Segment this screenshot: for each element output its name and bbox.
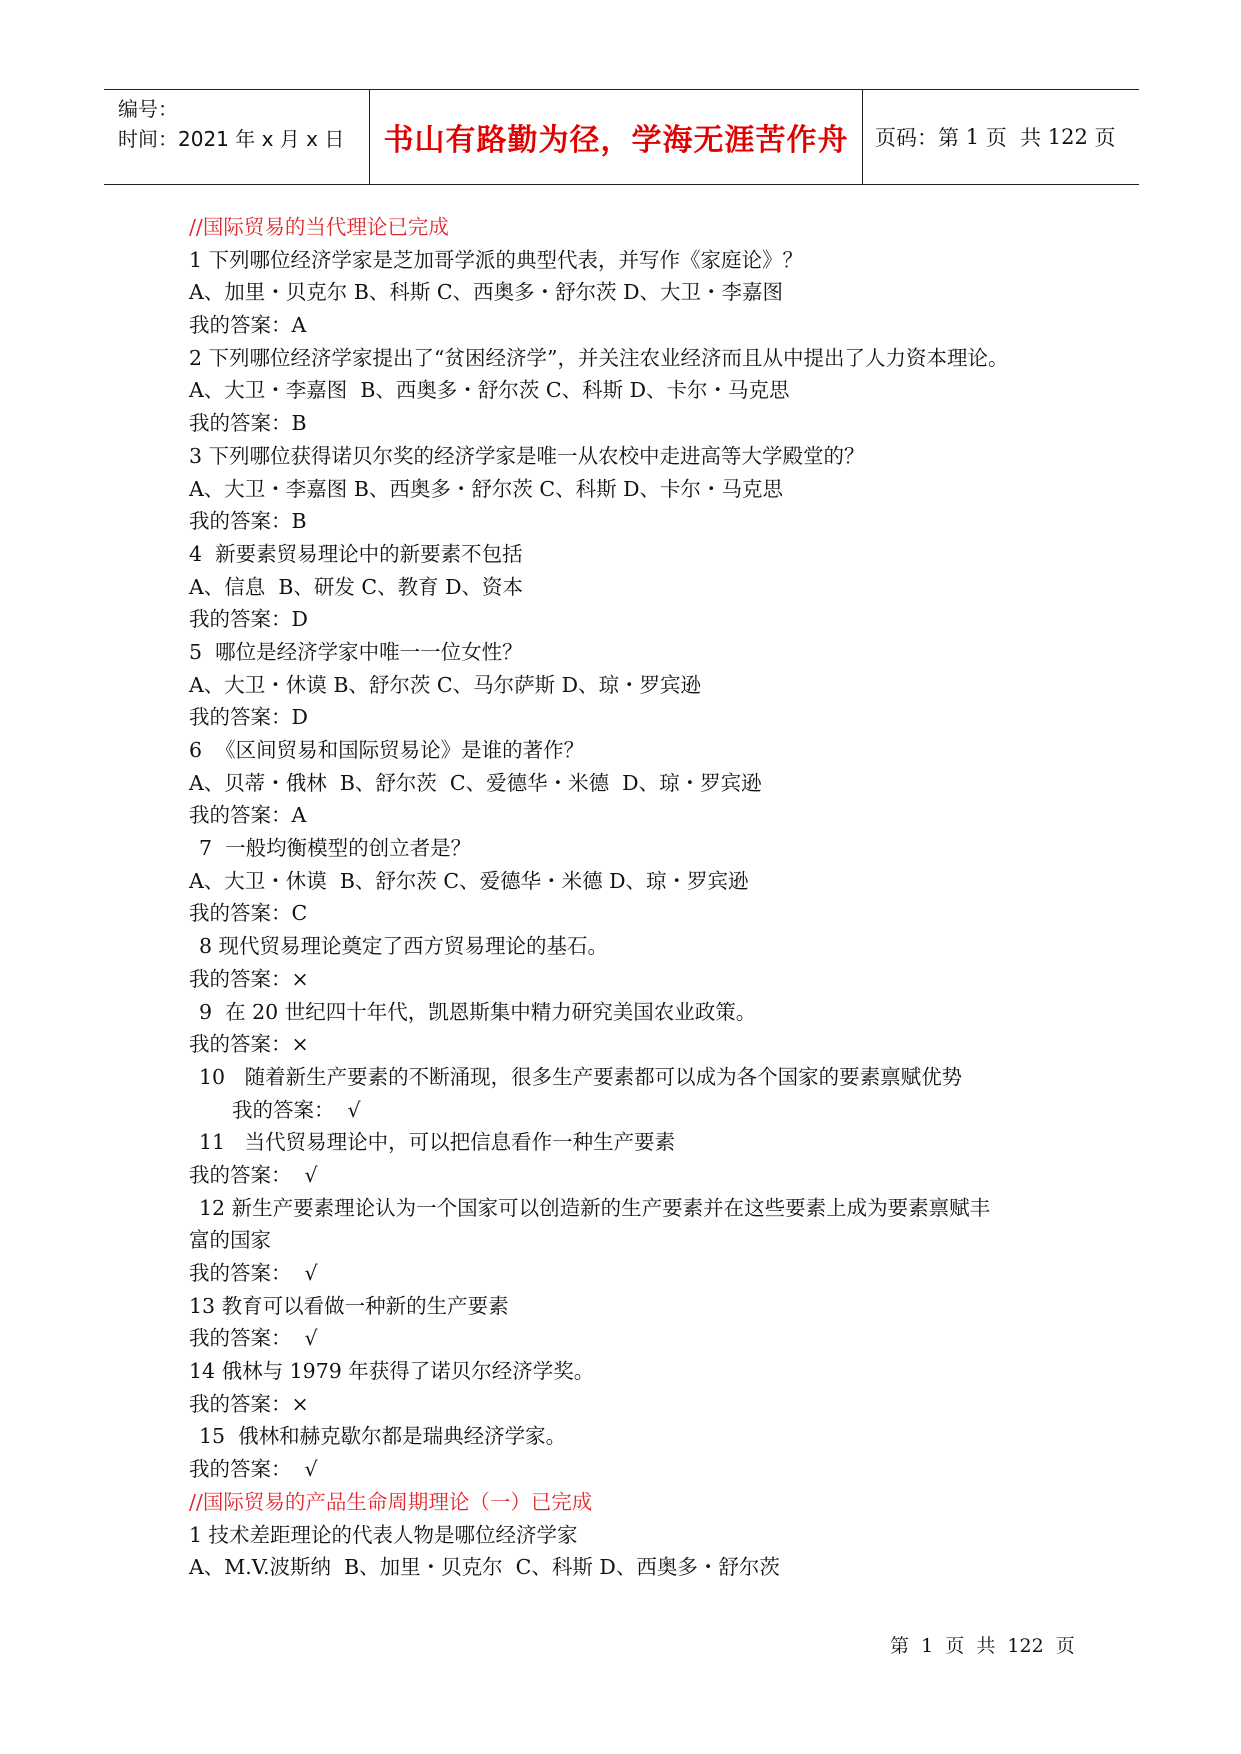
text-line: A、信息 B、研发 C、教育 D、资本 — [189, 574, 524, 599]
document-body — [189, 211, 1089, 1584]
text-line: 5 哪位是经济学家中唯一一位女性？ — [189, 639, 523, 664]
text-line: A、大卫・李嘉图 B、西奥多・舒尔茨 C、科斯 D、卡尔・马克思 — [189, 476, 784, 501]
text-line: 1 技术差距理论的代表人物是哪位经济学家 — [189, 1522, 578, 1547]
text-line: 我的答案：× — [189, 1391, 309, 1416]
header-page-info — [863, 90, 1139, 184]
page-number: 1 — [965, 125, 980, 149]
text-line: 6 《区间贸易和国际贸易论》是谁的著作？ — [189, 738, 585, 762]
text-line: 15 俄林和赫克歇尔都是瑞典经济学家。 — [199, 1424, 567, 1449]
text-line: 12 新生产要素理论认为一个国家可以创造新的生产要素并在这些要素上成为要素禀赋丰 — [199, 1195, 991, 1220]
text-line: 我的答案：D — [189, 607, 308, 632]
page-suffix: 页 — [1087, 126, 1116, 150]
text-line: 我的答案： √ — [189, 1162, 318, 1187]
text-line: 4 新要素贸易理论中的新要素不包括 — [189, 541, 523, 566]
text-line: 我的答案： √ — [189, 1457, 318, 1482]
text-line: 我的答案：A — [189, 803, 307, 828]
page-header — [104, 89, 1139, 185]
text-line: A、大卫・休谟 B、舒尔茨 C、马尔萨斯 D、琼・罗宾逊 — [189, 672, 702, 697]
text-line: 1 下列哪位经济学家是芝加哥学派的典型代表，并写作《家庭论》？ — [189, 247, 804, 272]
text-line: 14 俄林与 1979 年获得了诺贝尔经济学奖。 — [189, 1359, 595, 1384]
section-heading: //国际贸易的当代理论已完成 — [189, 215, 449, 239]
text-line: A、贝蒂・俄林 B、舒尔茨 C、爱德华・米德 D、琼・罗宾逊 — [189, 770, 762, 795]
header-motto: 书山有路勤为径，学海无涯苦作舟 — [369, 90, 863, 184]
text-line: 11 当代贸易理论中，可以把信息看作一种生产要素 — [199, 1130, 676, 1155]
header-meta — [104, 90, 369, 184]
text-line: 我的答案： √ — [189, 1261, 318, 1285]
text-line: 13 教育可以看做一种新的生产要素 — [189, 1293, 509, 1318]
text-line: 8 现代贸易理论奠定了西方贸易理论的基石。 — [199, 934, 609, 959]
text-line: A、大卫・休谟 B、舒尔茨 C、爱德华・米德 D、琼・罗宾逊 — [189, 868, 749, 893]
text-line: A、大卫・李嘉图 B、西奥多・舒尔茨 C、科斯 D、卡尔・马克思 — [189, 378, 790, 403]
text-line: 10 随着新生产要素的不断涌现，很多生产要素都可以成为各个国家的要素禀赋优势 — [199, 1064, 963, 1089]
text-line: A、加里・贝克尔 B、科斯 C、西奥多・舒尔茨 D、大卫・李嘉图 — [189, 280, 784, 305]
page-mid: 页 共 — [979, 126, 1048, 150]
page-footer: 第 1 页 共 122 页 — [890, 1635, 1075, 1657]
text-line: 我的答案：B — [189, 509, 307, 534]
page-total: 122 — [1047, 125, 1088, 149]
text-line: 我的答案：B — [189, 411, 307, 436]
text-line: 我的答案： √ — [232, 1097, 361, 1122]
text-line: 7 一般均衡模型的创立者是？ — [199, 836, 472, 861]
text-line: A、M.V.波斯纳 B、加里・贝克尔 C、科斯 D、西奥多・舒尔茨 — [189, 1555, 780, 1580]
text-line: 3 下列哪位获得诺贝尔奖的经济学家是唯一从农校中走进高等大学殿堂的？ — [189, 443, 865, 468]
text-line: 2 下列哪位经济学家提出了“贫困经济学”，并关注农业经济而且从中提出了人力资本理论。 — [189, 345, 1009, 370]
number-label: 编号： — [118, 97, 178, 121]
text-line: 富的国家 — [189, 1228, 271, 1253]
section-heading: //国际贸易的产品生命周期理论（一）已完成 — [189, 1489, 593, 1514]
text-line: 我的答案：A — [189, 313, 307, 338]
text-line: 我的答案：C — [189, 901, 308, 926]
text-line: 我的答案：× — [189, 966, 309, 991]
text-line: 我的答案：D — [189, 705, 308, 730]
text-line: 我的答案：× — [189, 1032, 309, 1057]
text-line: 我的答案： √ — [189, 1326, 318, 1351]
time-label: 时间：2021 年 x 月 x 日 — [118, 127, 345, 151]
text-line: 9 在 20 世纪四十年代，凯恩斯集中精力研究美国农业政策。 — [199, 999, 757, 1024]
page-prefix: 页码：第 — [875, 126, 966, 150]
